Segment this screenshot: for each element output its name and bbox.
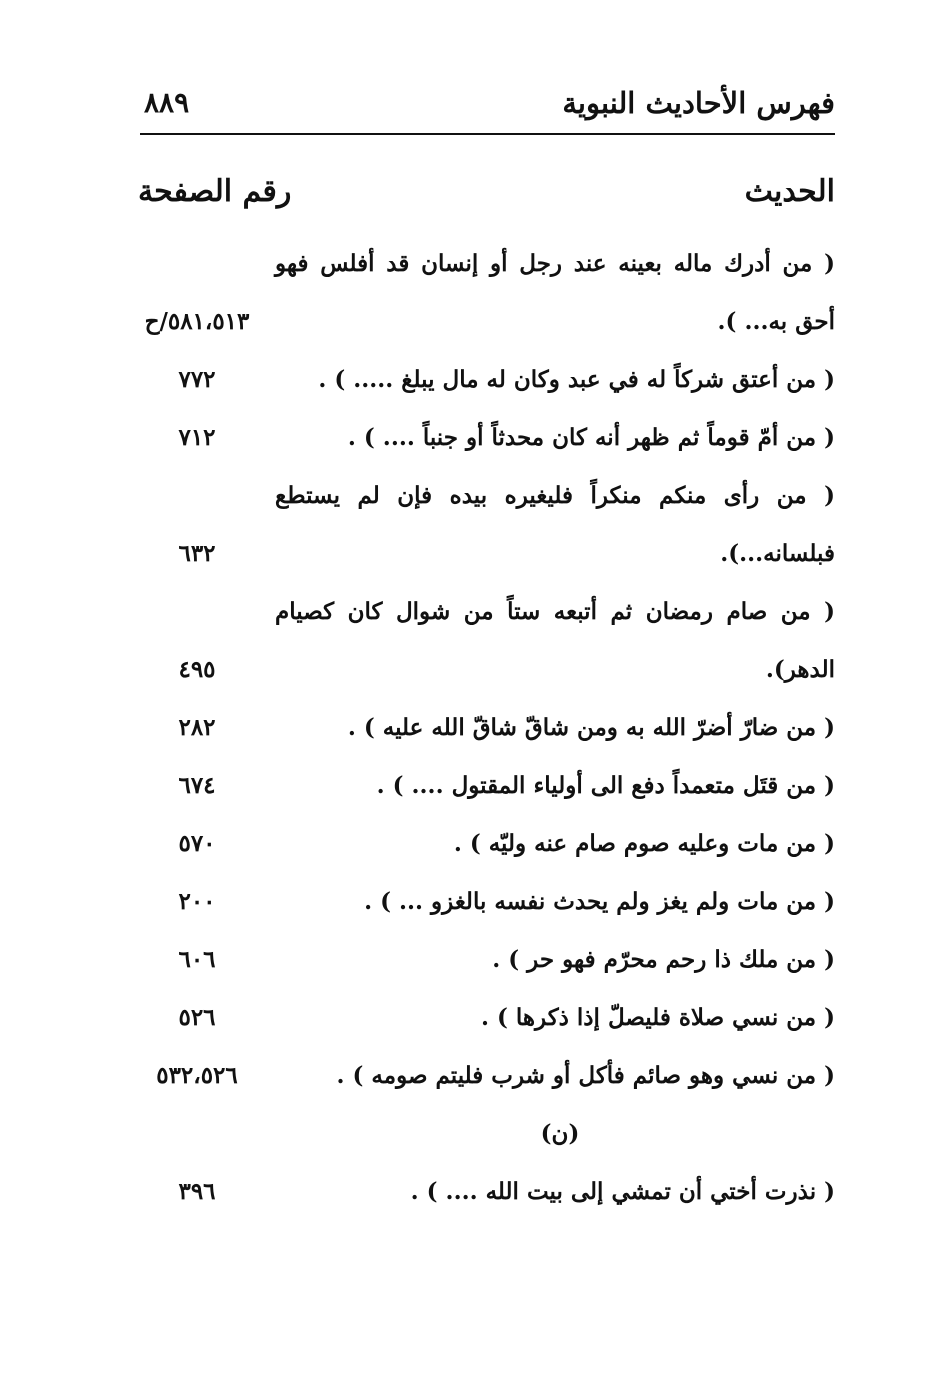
hadith-entry-text: ( من نسي وهو صائم فأكل أو شرب فليتم صومه ) . bbox=[336, 1062, 835, 1089]
hadith-entry-text: ( من أمّ قوماً ثم ظهر أنه كان محدثاً أو جنباً .... ) . bbox=[347, 424, 835, 451]
hadith-entry-text: فبلسانه...). bbox=[720, 540, 835, 567]
hadith-entry-text: ( من قتَل متعمداً دفع الى أولياء المقتول .... ) . bbox=[376, 772, 835, 799]
hadith-entry-text: ( من ملك ذا رحم محرّم فهو حر ) . bbox=[492, 946, 835, 973]
hadith-entry-page: ٥٧٠ bbox=[178, 830, 216, 857]
hadith-entry-page: ٦٧٤ bbox=[178, 772, 216, 799]
hadith-entry-text: ( من مات ولم يغز ولم يحدث نفسه بالغزو ... ) . bbox=[364, 888, 835, 915]
hadith-entry-page: ٦٠٦ bbox=[178, 946, 216, 973]
hadith-entry-text: ( من رأى منكم منكراً فليغيره بيده فإن لم يستطع bbox=[275, 482, 835, 509]
hadith-entry-text: ( من أدرك ماله بعينه عند رجل أو إنسان قد أفلس فهو bbox=[275, 250, 835, 277]
letter-section-heading: (ن) bbox=[540, 1120, 580, 1147]
hadith-entry-text: أحق به... ). bbox=[717, 308, 835, 335]
hadith-entry-page: ٢٨٢ bbox=[178, 714, 216, 741]
hadith-entry-page: ٥٣٢،٥٢٦ bbox=[156, 1062, 238, 1089]
hadith-entry-text: ( من صام رمضان ثم أتبعه ستاً من شوال كان كصيام bbox=[275, 598, 835, 625]
hadith-entry-text: ( نذرت أختي أن تمشي إلى بيت الله .... ) . bbox=[410, 1178, 835, 1205]
header-title: فهرس الأحاديث النبوية bbox=[562, 86, 835, 120]
hadith-entry-page: ٦٣٢ bbox=[178, 540, 216, 567]
column-heading-hadith: الحديث bbox=[744, 174, 835, 209]
hadith-entry-page: ٧٧٢ bbox=[178, 366, 216, 393]
hadith-entry-page: ٢٠٠ bbox=[178, 888, 216, 915]
hadith-entry-page: ٤٩٥ bbox=[178, 656, 216, 683]
hadith-entry-text: ( من أعتق شركاً له في عبد وكان له مال يبلغ ..... ) . bbox=[318, 366, 835, 393]
column-heading-page: رقم الصفحة bbox=[138, 174, 292, 209]
hadith-entry-page: ٧١٢ bbox=[178, 424, 216, 451]
hadith-entry-page: ٥٨١،٥١٣/ح bbox=[144, 308, 250, 335]
hadith-entry-text: ( من مات وعليه صوم صام عنه وليّه ) . bbox=[453, 830, 835, 857]
hadith-entry-page: ٣٩٦ bbox=[178, 1178, 216, 1205]
page-number: ٨٨٩ bbox=[144, 86, 190, 119]
hadith-entry-page: ٥٢٦ bbox=[178, 1004, 216, 1031]
hadith-entry-text: الدهر). bbox=[765, 656, 835, 683]
hadith-entry-text: ( من ضارّ أضرّ الله به ومن شاقّ شاقّ الله عليه ) . bbox=[347, 714, 835, 741]
hadith-entry-text: ( من نسي صلاة فليصلّ إذا ذكرها ) . bbox=[480, 1004, 835, 1031]
